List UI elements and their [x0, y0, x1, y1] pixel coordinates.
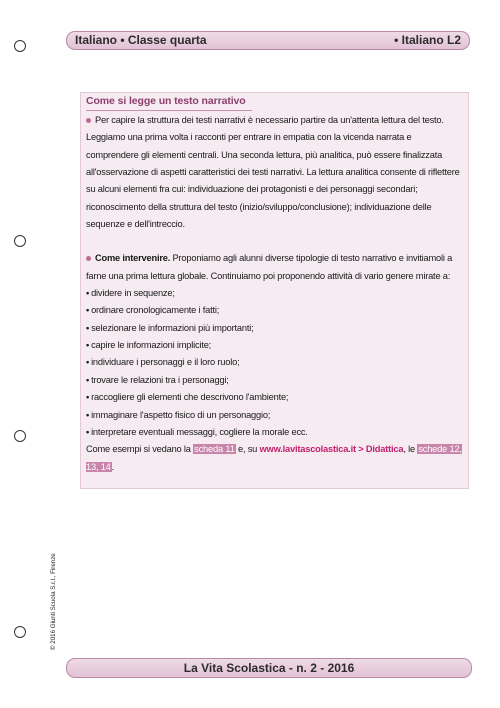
bullet-icon — [86, 256, 91, 261]
binder-hole — [14, 626, 26, 638]
header-subject: Italiano • Classe quarta — [75, 33, 207, 47]
footer-bar — [66, 658, 472, 678]
footer-title: La Vita Scolastica - n. 2 - 2016 — [183, 661, 355, 675]
binder-hole — [14, 235, 26, 247]
bullet-icon: • — [86, 426, 90, 437]
bullet-icon: • — [86, 409, 90, 420]
paragraph-lead: Come intervenire. — [95, 253, 171, 264]
section-title: Come si legge un testo narrativo — [86, 95, 246, 107]
list-item: • ordinare cronologicamente i fatti; — [86, 305, 220, 316]
paragraph — [86, 112, 464, 233]
list-item: • immaginare l'aspetto fisico di un personaggio; — [86, 409, 271, 420]
schede-reference-link[interactable]: schede 12, 13, 14 — [86, 444, 462, 472]
paragraph — [86, 250, 464, 285]
bullet-icon: • — [86, 340, 90, 351]
list-item: • capire le informazioni implicite; — [86, 340, 212, 351]
header-section: • Italiano L2 — [394, 33, 461, 47]
title-underline — [86, 110, 252, 111]
item-list — [86, 285, 464, 441]
list-item: • trovare le relazioni tra i personaggi; — [86, 374, 229, 385]
paragraph-text: Per capire la struttura dei testi narrativi è necessario partire da un'attenta lettura del testo. Leggiamo una prima volta i racconti per entrare in empatia con la vicenda narrata e comprendere gli elementi centrali. Una seconda lettura, più analitica, può essere finalizzata all'osservazione di aspetti caratteristici dei testi narrativi. La lettura analitica consente di riflettere su alcuni elementi fra cui: individuazione dei protagonisti e dei personaggi secondari; riconoscimento della struttura del testo (inizio/sviluppo/conclusione); individuazione delle sequenze e dell'intreccio. — [86, 115, 460, 230]
website-link[interactable]: www.lavitascolastica.it > Didattica — [259, 444, 404, 455]
list-item: • dividere in sequenze; — [86, 288, 175, 299]
bullet-icon: • — [86, 374, 90, 385]
list-item: • individuare i personaggi e il loro ruolo; — [86, 357, 240, 368]
paragraph-text: Proponiamo agli alunni diverse tipologie di testo narrativo e invitiamoli a farne una prima lettura globale. Continuiamo poi proponendo attività di vario genere mirate a: — [86, 253, 453, 281]
binder-hole — [14, 430, 26, 442]
list-item: • raccogliere gli elementi che descrivono l'ambiente; — [86, 392, 289, 403]
body-text — [86, 112, 464, 476]
header-bar — [66, 31, 470, 50]
bullet-icon: • — [86, 392, 90, 403]
closing-paragraph: Come esempi si vedano la scheda 11 e, su www.lavitascolastica.it > Didattica, le schede 12, 13, 14. — [86, 444, 462, 472]
bullet-icon: • — [86, 322, 90, 333]
bullet-icon: • — [86, 305, 90, 316]
binder-hole — [14, 40, 26, 52]
bullet-icon — [86, 118, 91, 123]
bullet-icon: • — [86, 357, 90, 368]
list-item: • interpretare eventuali messaggi, cogliere la morale ecc. — [86, 426, 308, 437]
list-item: • selezionare le informazioni più importanti; — [86, 322, 254, 333]
scheda-reference-link[interactable]: scheda 11 — [194, 444, 235, 455]
bullet-icon: • — [86, 288, 90, 299]
copyright-notice: © 2016 Giunti Scuola S.r.l., Firenze — [50, 553, 57, 650]
